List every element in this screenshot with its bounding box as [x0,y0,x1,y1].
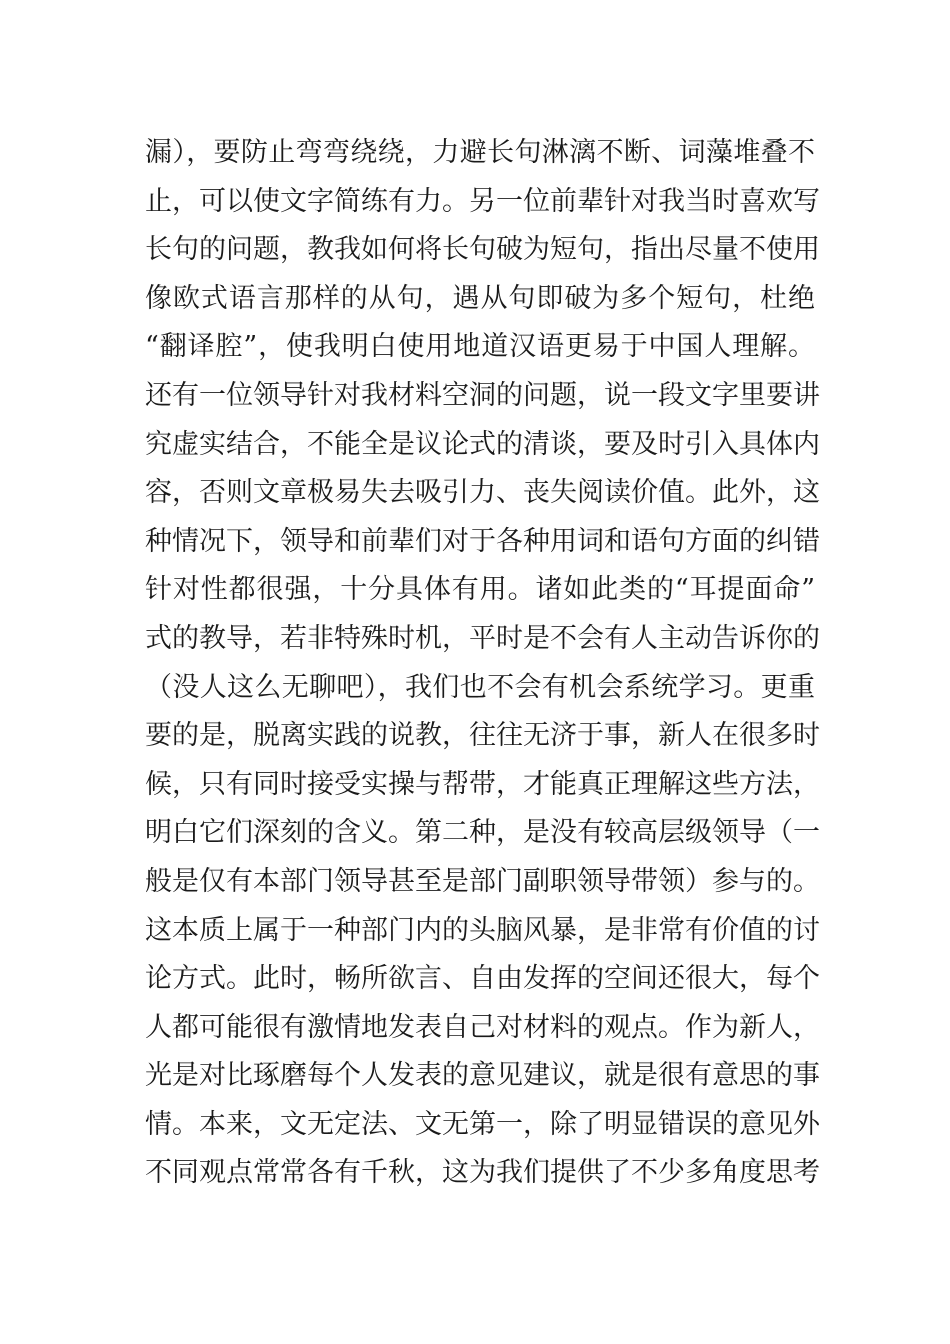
text-line-5: “翻译腔”，使我明白使用地道汉语更易于中国人理解。 [145,331,815,363]
text-line-9: 种情况下，领导和前辈们对于各种用词和语句方面的纠错 [145,525,820,557]
text-line-10: 针对性都很强，十分具体有用。诸如此类的“耳提面命” [145,574,815,606]
text-line-12: （没人这么无聊吧），我们也不会有机会系统学习。更重 [145,671,815,703]
text-line-1: 漏），要防止弯弯绕绕，力避长句淋漓不断、词藻堆叠不 [145,137,815,168]
text-line-17: 这本质上属于一种部门内的头脑风暴，是非常有价值的讨 [145,914,820,946]
text-line-14: 候，只有同时接受实操与帮带，才能真正理解这些方法， [145,768,820,800]
body-text [145,129,820,1198]
text-line-18: 论方式。此时，畅所欲言、自由发挥的空间还很大，每个 [145,963,820,995]
text-line-8: 容，否则文章极易失去吸引力、丧失阅读价值。此外，这 [145,477,820,509]
text-line-16: 般是仅有本部门领导甚至是部门副职领导带领）参与的。 [145,865,820,897]
text-line-4: 像欧式语言那样的从句，遇从句即破为多个短句，杜绝 [145,282,815,314]
text-line-21: 情。本来，文无定法、文无第一，除了明显错误的意见外 [145,1108,820,1140]
text-line-11: 式的教导，若非特殊时机，平时是不会有人主动告诉你的 [145,622,820,654]
text-line-19: 人都可能很有激情地发表自己对材料的观点。作为新人， [145,1011,820,1043]
text-line-13: 要的是，脱离实践的说教，往往无济于事，新人在很多时 [145,720,820,752]
text-line-3: 长句的问题，教我如何将长句破为短句，指出尽量不使用 [145,234,820,266]
text-line-6: 还有一位领导针对我材料空洞的问题，说一段文字里要讲 [145,379,820,411]
text-line-7: 究虚实结合，不能全是议论式的清谈，要及时引入具体内 [145,428,820,460]
text-line-20: 光是对比琢磨每个人发表的意见建议，就是很有意思的事 [145,1060,820,1092]
text-line-2: 止，可以使文字简练有力。另一位前辈针对我当时喜欢写 [145,185,820,217]
text-line-15: 明白它们深刻的含义。第二种，是没有较高层级领导（一 [145,817,820,849]
text-line-22: 不同观点常常各有千秋，这为我们提供了不少多角度思考 [145,1157,820,1189]
